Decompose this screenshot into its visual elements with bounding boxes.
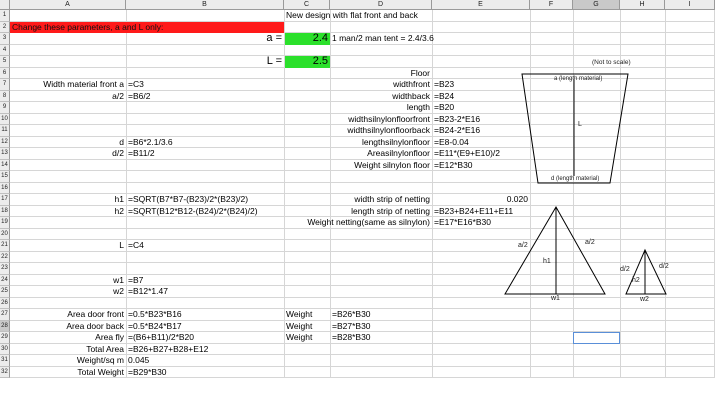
cell-c3[interactable]: 2.4	[285, 33, 330, 45]
cell-a24[interactable]: w2	[113, 286, 124, 296]
cell-d28[interactable]: =B28*B30	[332, 332, 371, 342]
row-header-6[interactable]: 6	[0, 68, 10, 80]
cell-d3[interactable]: 1 man/2 man tent = 2.4/3.6	[332, 33, 434, 43]
cell-c18[interactable]: Weight netting(same as silnylon)	[307, 217, 430, 227]
tri1-base-label: w1	[551, 295, 560, 302]
cell-e11[interactable]: =E8-0.04	[434, 136, 469, 147]
cell-a26[interactable]: Area door front	[67, 309, 124, 319]
tri1-height-label: h1	[543, 258, 551, 265]
col-header-i[interactable]: I	[665, 0, 715, 10]
row-header-19[interactable]: 19	[0, 217, 10, 229]
cell-d10[interactable]: widthsilnylonfloorback	[347, 125, 430, 135]
cell-b26[interactable]: =0.5*B23*B16	[128, 309, 182, 319]
col-header-b[interactable]: B	[126, 0, 284, 10]
cell-b12[interactable]: =B11/2	[128, 148, 155, 158]
cell-c28[interactable]: Weight	[286, 332, 313, 342]
cell-b6[interactable]: =C3	[128, 79, 144, 89]
col-header-d[interactable]: D	[330, 0, 432, 10]
floor-bottom-label: d (length material)	[551, 176, 600, 182]
col-header-f[interactable]: F	[530, 0, 573, 10]
cell-a11[interactable]: d	[119, 136, 124, 147]
col-header-h[interactable]: H	[620, 0, 665, 10]
cell-a23[interactable]: w1	[113, 274, 124, 285]
col-header-e[interactable]: E	[432, 0, 530, 10]
cell-a20[interactable]: L	[119, 240, 124, 250]
floor-top-label: a (length material)	[554, 76, 603, 82]
cell-c27[interactable]: Weight	[286, 320, 313, 331]
row-header-32[interactable]: 32	[0, 367, 10, 379]
row-header-5[interactable]: 5	[0, 56, 10, 68]
cell-b24[interactable]: =B12*1.47	[128, 286, 168, 296]
cell-a12[interactable]: d/2	[112, 148, 124, 158]
row-header-31[interactable]: 31	[0, 355, 10, 367]
row-header-22[interactable]: 22	[0, 252, 10, 264]
row-header-27[interactable]: 27	[0, 309, 10, 321]
cell-b3[interactable]: a =	[266, 32, 282, 44]
row-header-28[interactable]: 28	[0, 321, 10, 333]
cell-e8[interactable]: =B20	[434, 102, 455, 112]
row-header-18[interactable]: 18	[0, 206, 10, 218]
cell-c26[interactable]: Weight	[286, 309, 313, 319]
row-header-9[interactable]: 9	[0, 102, 10, 114]
row-header-16[interactable]: 16	[0, 183, 10, 195]
row-header-15[interactable]: 15	[0, 171, 10, 183]
cell-b11[interactable]: =B6*2.1/3.6	[128, 136, 173, 147]
row-header-20[interactable]: 20	[0, 229, 10, 241]
cell-a29[interactable]: Total Area	[86, 343, 124, 354]
cell-a6[interactable]: Width material front a	[43, 79, 124, 89]
cell-c4[interactable]: 2.5	[285, 56, 330, 68]
cell-b7[interactable]: =B6/2	[128, 90, 151, 101]
cell-a7[interactable]: a/2	[112, 90, 124, 101]
row-header-17[interactable]: 17	[0, 194, 10, 206]
tri2-left-label: d/2	[620, 266, 630, 273]
cell-e18[interactable]: =E17*E16*B30	[434, 217, 491, 227]
cell-d8[interactable]: length	[406, 102, 430, 112]
cell-c1[interactable]: New design with flat front and back	[286, 10, 418, 20]
row-header-3[interactable]: 3	[0, 33, 10, 45]
cell-e13[interactable]: =E12*B30	[434, 159, 473, 170]
cell-e9[interactable]: =B23-2*E16	[434, 113, 481, 124]
cell-b17[interactable]: =SQRT(B12*B12-(B24)/2*(B24)/2)	[128, 205, 258, 216]
row-header-13[interactable]: 13	[0, 148, 10, 160]
tri2-base-label: w2	[640, 296, 649, 303]
cell-d11[interactable]: lengthsilnylonfloor	[361, 136, 430, 147]
floor-side-label: L	[578, 121, 582, 128]
tri1-left-label: a/2	[518, 242, 528, 249]
cell-e6[interactable]: =B23	[434, 79, 455, 89]
cell-a30[interactable]: Weight/sq m	[76, 355, 124, 365]
cell-d12[interactable]: Areasilnylonfloor	[367, 148, 430, 158]
row-header-8[interactable]: 8	[0, 91, 10, 103]
cell-b28[interactable]: =(B6+B11)/2*B20	[128, 332, 194, 342]
cell-d5[interactable]: Floor	[410, 67, 430, 78]
cell-e16[interactable]: 0.020	[506, 194, 528, 204]
col-header-c[interactable]: C	[284, 0, 330, 10]
row-header-7[interactable]: 7	[0, 79, 10, 91]
cell-b27[interactable]: =0.5*B24*B17	[128, 320, 182, 331]
front-triangle	[505, 207, 605, 294]
tri2-right-label: d/2	[659, 263, 669, 270]
row-header-21[interactable]: 21	[0, 240, 10, 252]
col-header-g[interactable]: G	[573, 0, 620, 10]
cell-d26[interactable]: =B26*B30	[332, 309, 371, 319]
row-header-4[interactable]: 4	[0, 45, 10, 57]
row-header-1[interactable]: 1	[0, 10, 10, 22]
cell-e10[interactable]: =B24-2*E16	[434, 125, 481, 135]
cell-d6[interactable]: widthfront	[393, 79, 430, 89]
cell-d17[interactable]: length strip of netting	[351, 205, 430, 216]
cell-a28[interactable]: Area fly	[95, 332, 124, 342]
cell-b16[interactable]: =SQRT(B7*B7-(B23)/2*(B23)/2)	[128, 194, 249, 204]
cell-e7[interactable]: =B24	[434, 90, 455, 101]
row-header-29[interactable]: 29	[0, 332, 10, 344]
row-header-10[interactable]: 10	[0, 114, 10, 126]
cell-e12[interactable]: =E11*(E9+E10)/2	[434, 148, 500, 158]
not-to-scale-label: (Not to scale)	[592, 59, 631, 66]
floor-trapezoid	[522, 74, 628, 183]
cell-b30[interactable]: 0.045	[128, 355, 150, 365]
cell-d16[interactable]: width strip of netting	[354, 194, 430, 204]
cell-a17[interactable]: h2	[114, 205, 124, 216]
row-header-14[interactable]: 14	[0, 160, 10, 172]
tri1-right-label: a/2	[585, 239, 595, 246]
row-header-24[interactable]: 24	[0, 275, 10, 287]
cell-a2[interactable]: Change these parameters, a and L only:	[10, 22, 284, 34]
row-header-23[interactable]: 23	[0, 263, 10, 275]
cell-e17[interactable]: =B23+B24+E11+E11	[434, 205, 514, 216]
cell-b23[interactable]: =B7	[128, 274, 144, 285]
row-header-30[interactable]: 30	[0, 344, 10, 356]
row-header-26[interactable]: 26	[0, 298, 10, 310]
back-triangle	[626, 250, 666, 294]
col-header-a[interactable]: A	[10, 0, 126, 10]
row-header-25[interactable]: 25	[0, 286, 10, 298]
row-header-12[interactable]: 12	[0, 137, 10, 149]
row-header-2[interactable]: 2	[0, 22, 10, 34]
cell-d13[interactable]: Weight silnylon floor	[354, 159, 430, 170]
cell-a16[interactable]: h1	[114, 194, 124, 204]
cell-b20[interactable]: =C4	[128, 240, 144, 250]
cell-a31[interactable]: Total Weight	[77, 366, 124, 377]
cell-b29[interactable]: =B26+B27+B28+E12	[128, 343, 209, 354]
tri2-height-label: h2	[632, 277, 640, 284]
cell-a27[interactable]: Area door back	[66, 320, 124, 331]
row-header-11[interactable]: 11	[0, 125, 10, 137]
cell-d9[interactable]: widthsilnylonfloorfront	[348, 113, 430, 124]
cell-d7[interactable]: widthback	[392, 90, 430, 101]
cell-b4[interactable]: L =	[266, 55, 282, 67]
cell-d27[interactable]: =B27*B30	[332, 320, 371, 331]
cell-b31[interactable]: =B29*B30	[128, 366, 167, 377]
